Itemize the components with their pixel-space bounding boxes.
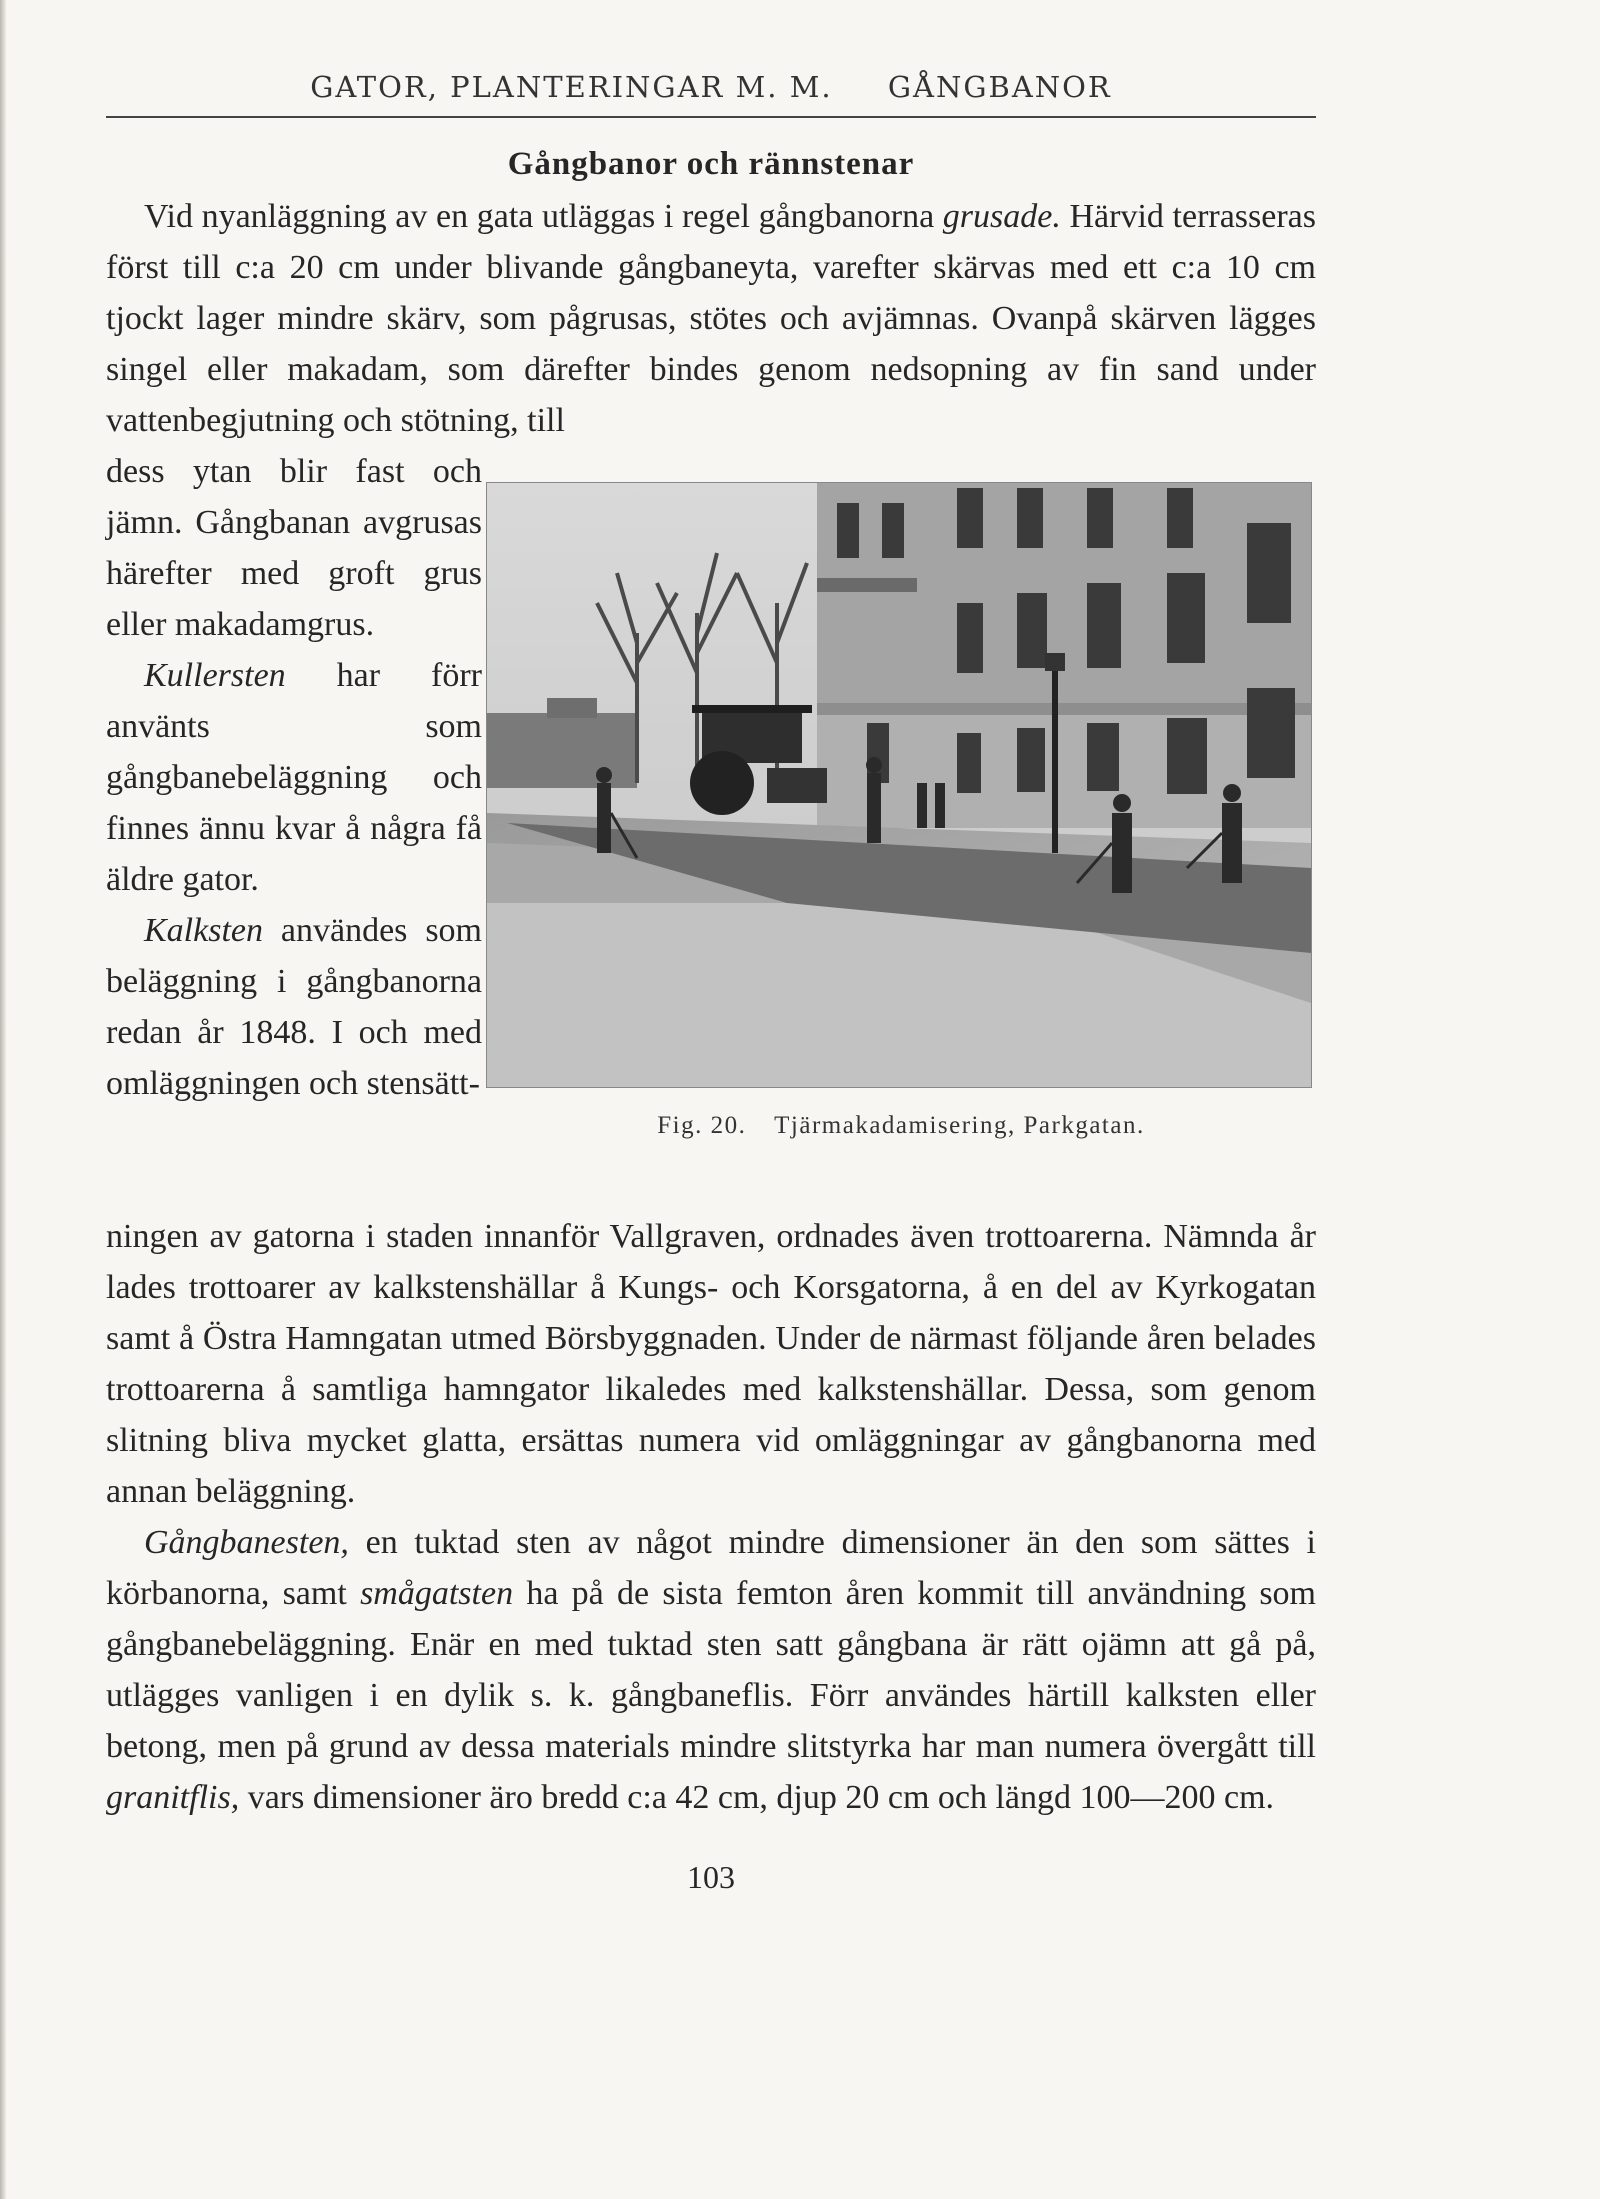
running-head (106, 70, 1316, 118)
final-text-2: ha på de sista femton åren kommit till användning som gångbanebeläggning. Enär en med tuktad sten satt gångbana är rätt ojämn att gå på, utlägges vanligen i en dylik s. k. gångbaneflis. Förr användes härtill kalksten eller betong, men på grund av dessa materials mindre slitstyrka har man numera övergått till (106, 1575, 1317, 1765)
kullersten-text: har förr använts som gångbanebeläggning och finnes ännu kvar å några få äldre gator. (106, 657, 482, 898)
running-head-right: GÅNGBANOR (887, 70, 1112, 104)
kullersten-term: Kullersten (144, 657, 286, 694)
final-text-3: vars dimensioner äro bredd c:a 42 cm, djup 20 cm och längd 100—200 cm. (239, 1779, 1275, 1816)
intro-paragraph (106, 191, 1316, 446)
gangbanesten-term: Gångbanesten, (144, 1524, 349, 1561)
figure-caption-text: Tjärmakadamisering, Parkgatan. (774, 1112, 1145, 1139)
side-paragraph-1: dess ytan blir fast och jämn. Gångbanan avgrusas härefter med groft grus eller makadamgrus. (106, 453, 482, 643)
final-text-1: en tuktad sten av något mindre dimensioner än den som sättes i körbanorna, samt (106, 1524, 1316, 1612)
side-column (106, 446, 482, 1109)
side-paragraph-kullersten (106, 650, 482, 905)
final-paragraph (106, 1517, 1316, 1823)
street-paving-photo (486, 482, 1312, 1088)
smagatsten-term: smågatsten (360, 1575, 514, 1612)
kalksten-text: användes som beläggning i gångbanorna redan år 1848. I och med omläggningen och stensätt- (106, 912, 482, 1102)
figure-caption (486, 1112, 1316, 1140)
running-head-left: GATOR, PLANTERINGAR M. M. (310, 70, 833, 104)
side-paragraph-kalksten (106, 905, 482, 1109)
figure-wrap-zone (106, 446, 1316, 1211)
intro-text-2: Härvid terrasseras först till c:a 20 cm under blivande gångbaneyta, varefter skärvas med ett c:a 10 cm tjockt lager mindre skärv, som pågrusas, stötes och avjämnas. Ovanpå skärven lägges singel eller makadam, som därefter bindes genom nedsopning av fin sand under vattenbegjutning och stötning, till (106, 198, 1316, 439)
continued-paragraph: ningen av gatorna i staden innanför Vallgraven, ordnades även trottoarerna. Nämnda år lades trottoarer av kalkstenshällar å Kungs- och Korsgatorna, å en del av Kyrkogatan samt å Östra Hamngatan utmed Börsbyggnaden. Under de närmast följande åren belades trottoarerna å samtliga hamngator likaledes med kalkstenshällar. Dessa, som genom slitning bliva mycket glatta, ersättas numera vid omläggningar av gångbanorna med annan beläggning. (106, 1218, 1316, 1510)
page-number: 103 (687, 1859, 735, 1895)
page-edge-shadow (0, 0, 6, 2199)
document-page (106, 70, 1316, 1896)
figure-20 (486, 482, 1316, 1140)
intro-text-1: Vid nyanläggning av en gata utläggas i regel gångbanorna (144, 198, 943, 235)
section-title: Gångbanor och rännstenar (507, 146, 915, 182)
kalksten-term: Kalksten (144, 912, 263, 949)
intro-italic-grusade: grusade. (942, 198, 1061, 235)
figure-label: Fig. 20. (657, 1112, 747, 1139)
granitflis-term: granitflis, (106, 1779, 240, 1816)
